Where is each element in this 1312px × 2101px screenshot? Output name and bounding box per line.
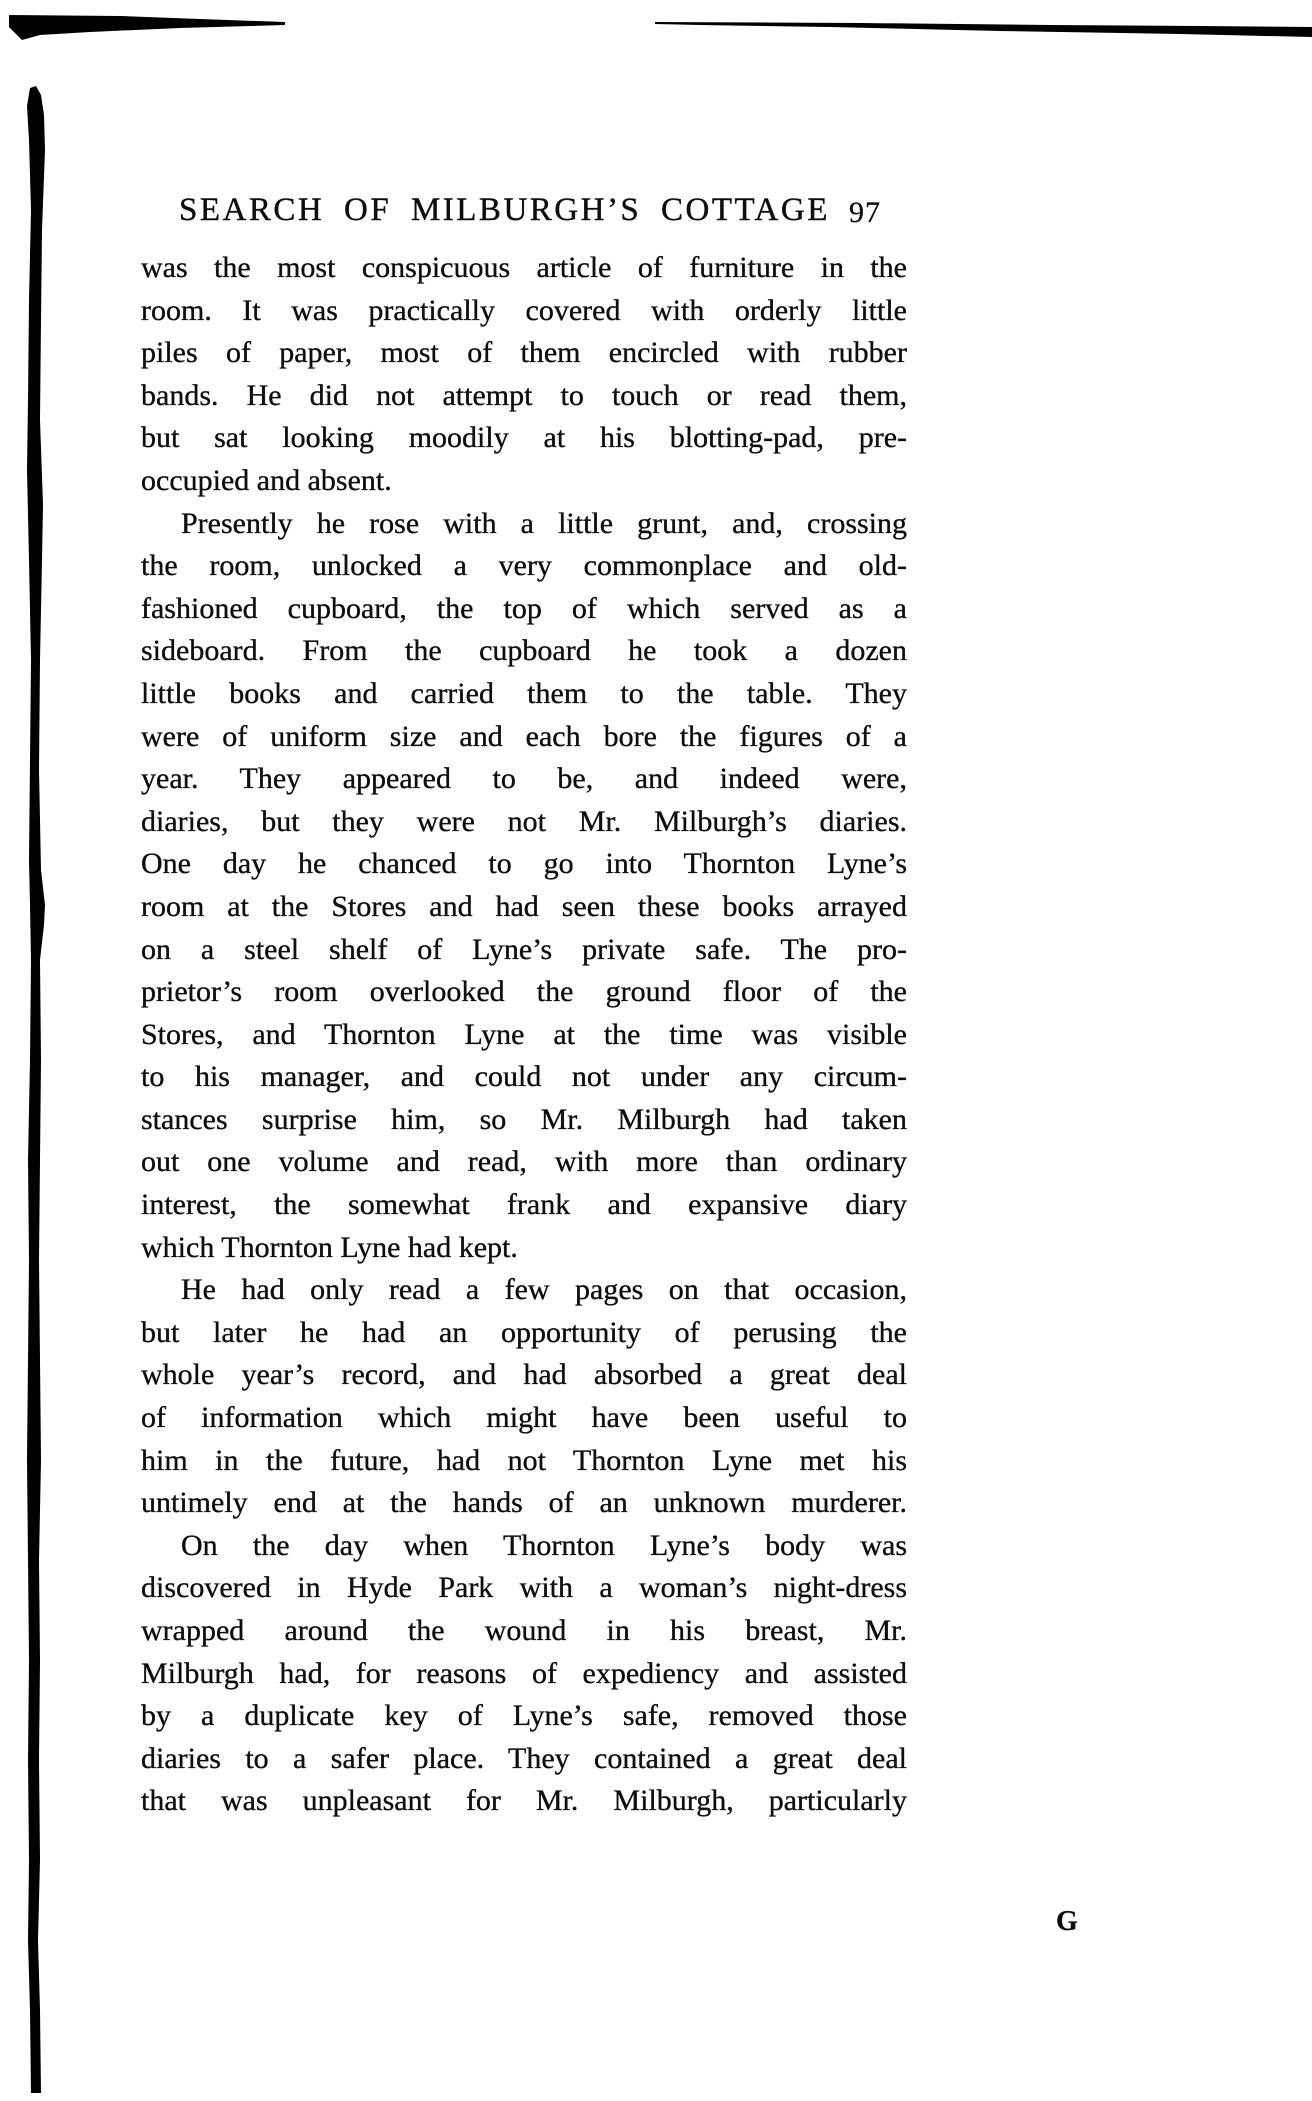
text-line: On the day when Thornton Lyne’s body was [181,1528,907,1562]
paragraph [141,1525,907,1823]
text-line: to his manager, and could not under any circum- [141,1060,907,1094]
paragraph [141,247,907,503]
body-text [141,247,907,1823]
text-line: year. They appeared to be, and indeed were, [141,762,907,796]
text-line: Stores, and Thornton Lyne at the time was visible [141,1017,907,1051]
text-line: him in the future, had not Thornton Lyne met his [141,1443,907,1477]
text-line: diaries to a safer place. They contained a great deal [141,1741,907,1775]
text-line: by a duplicate key of Lyne’s safe, removed those [141,1699,907,1733]
text-line: untimely end at the hands of an unknown murderer. [141,1486,907,1520]
text-line: room at the Stores and had seen these books arrayed [141,889,907,923]
text-line: wrapped around the wound in his breast, Mr. [141,1614,907,1647]
text-line: of information which might have been useful to [141,1401,907,1435]
text-line: bands. He did not attempt to touch or read them, [141,378,907,412]
text-line: Presently he rose with a little grunt, and, crossing [181,506,907,540]
text-line: which Thornton Lyne had kept. [141,1230,518,1264]
text-line: was the most conspicuous article of furniture in the [141,251,907,284]
text-line: One day he chanced to go into Thornton Lyne’s [141,847,907,881]
text-line: interest, the somewhat frank and expansive diary [141,1188,907,1222]
scan-streak-top-left [9,15,285,40]
text-line: out one volume and read, with more than ordinary [141,1145,907,1179]
text-line: room. It was practically covered with orderly little [141,293,907,327]
text-line: piles of paper, most of them encircled with rubber [141,336,907,370]
text-line: on a steel shelf of Lyne’s private safe. The pro- [141,932,907,966]
page-header-title: SEARCH OF MILBURGH’S COTTAGE [179,192,830,228]
text-line: He had only read a few pages on that occasion, [181,1273,907,1307]
text-line: diaries, but they were not Mr. Milburgh’s diaries. [141,804,907,838]
scan-streak-top-right [655,22,1312,37]
signature-mark: G [1056,1906,1079,1937]
text-line: discovered in Hyde Park with a woman’s night-dress [141,1571,907,1605]
scan-binding-bar [27,86,45,2093]
text-line: little books and carried them to the table. They [141,676,907,710]
text-line: whole year’s record, and had absorbed a great deal [141,1358,907,1392]
page-number: 97 [849,196,881,229]
paragraph [141,503,907,1270]
text-line: but later he had an opportunity of perusing the [141,1315,907,1349]
text-line: occupied and absent. [141,463,392,497]
text-line: that was unpleasant for Mr. Milburgh, particularly [141,1784,907,1818]
text-line: prietor’s room overlooked the ground floor of the [141,975,907,1009]
text-line: stances surprise him, so Mr. Milburgh had taken [141,1102,907,1136]
text-line: sideboard. From the cupboard he took a dozen [141,634,907,668]
text-line: but sat looking moodily at his blotting-pad, pre- [141,421,907,455]
text-line: fashioned cupboard, the top of which served as a [141,591,907,625]
text-line: the room, unlocked a very commonplace and old- [141,549,907,583]
paragraph [141,1269,907,1525]
text-line: were of uniform size and each bore the figures of a [141,719,907,753]
running-head [141,192,907,240]
text-line: Milburgh had, for reasons of expediency and assisted [141,1656,907,1690]
